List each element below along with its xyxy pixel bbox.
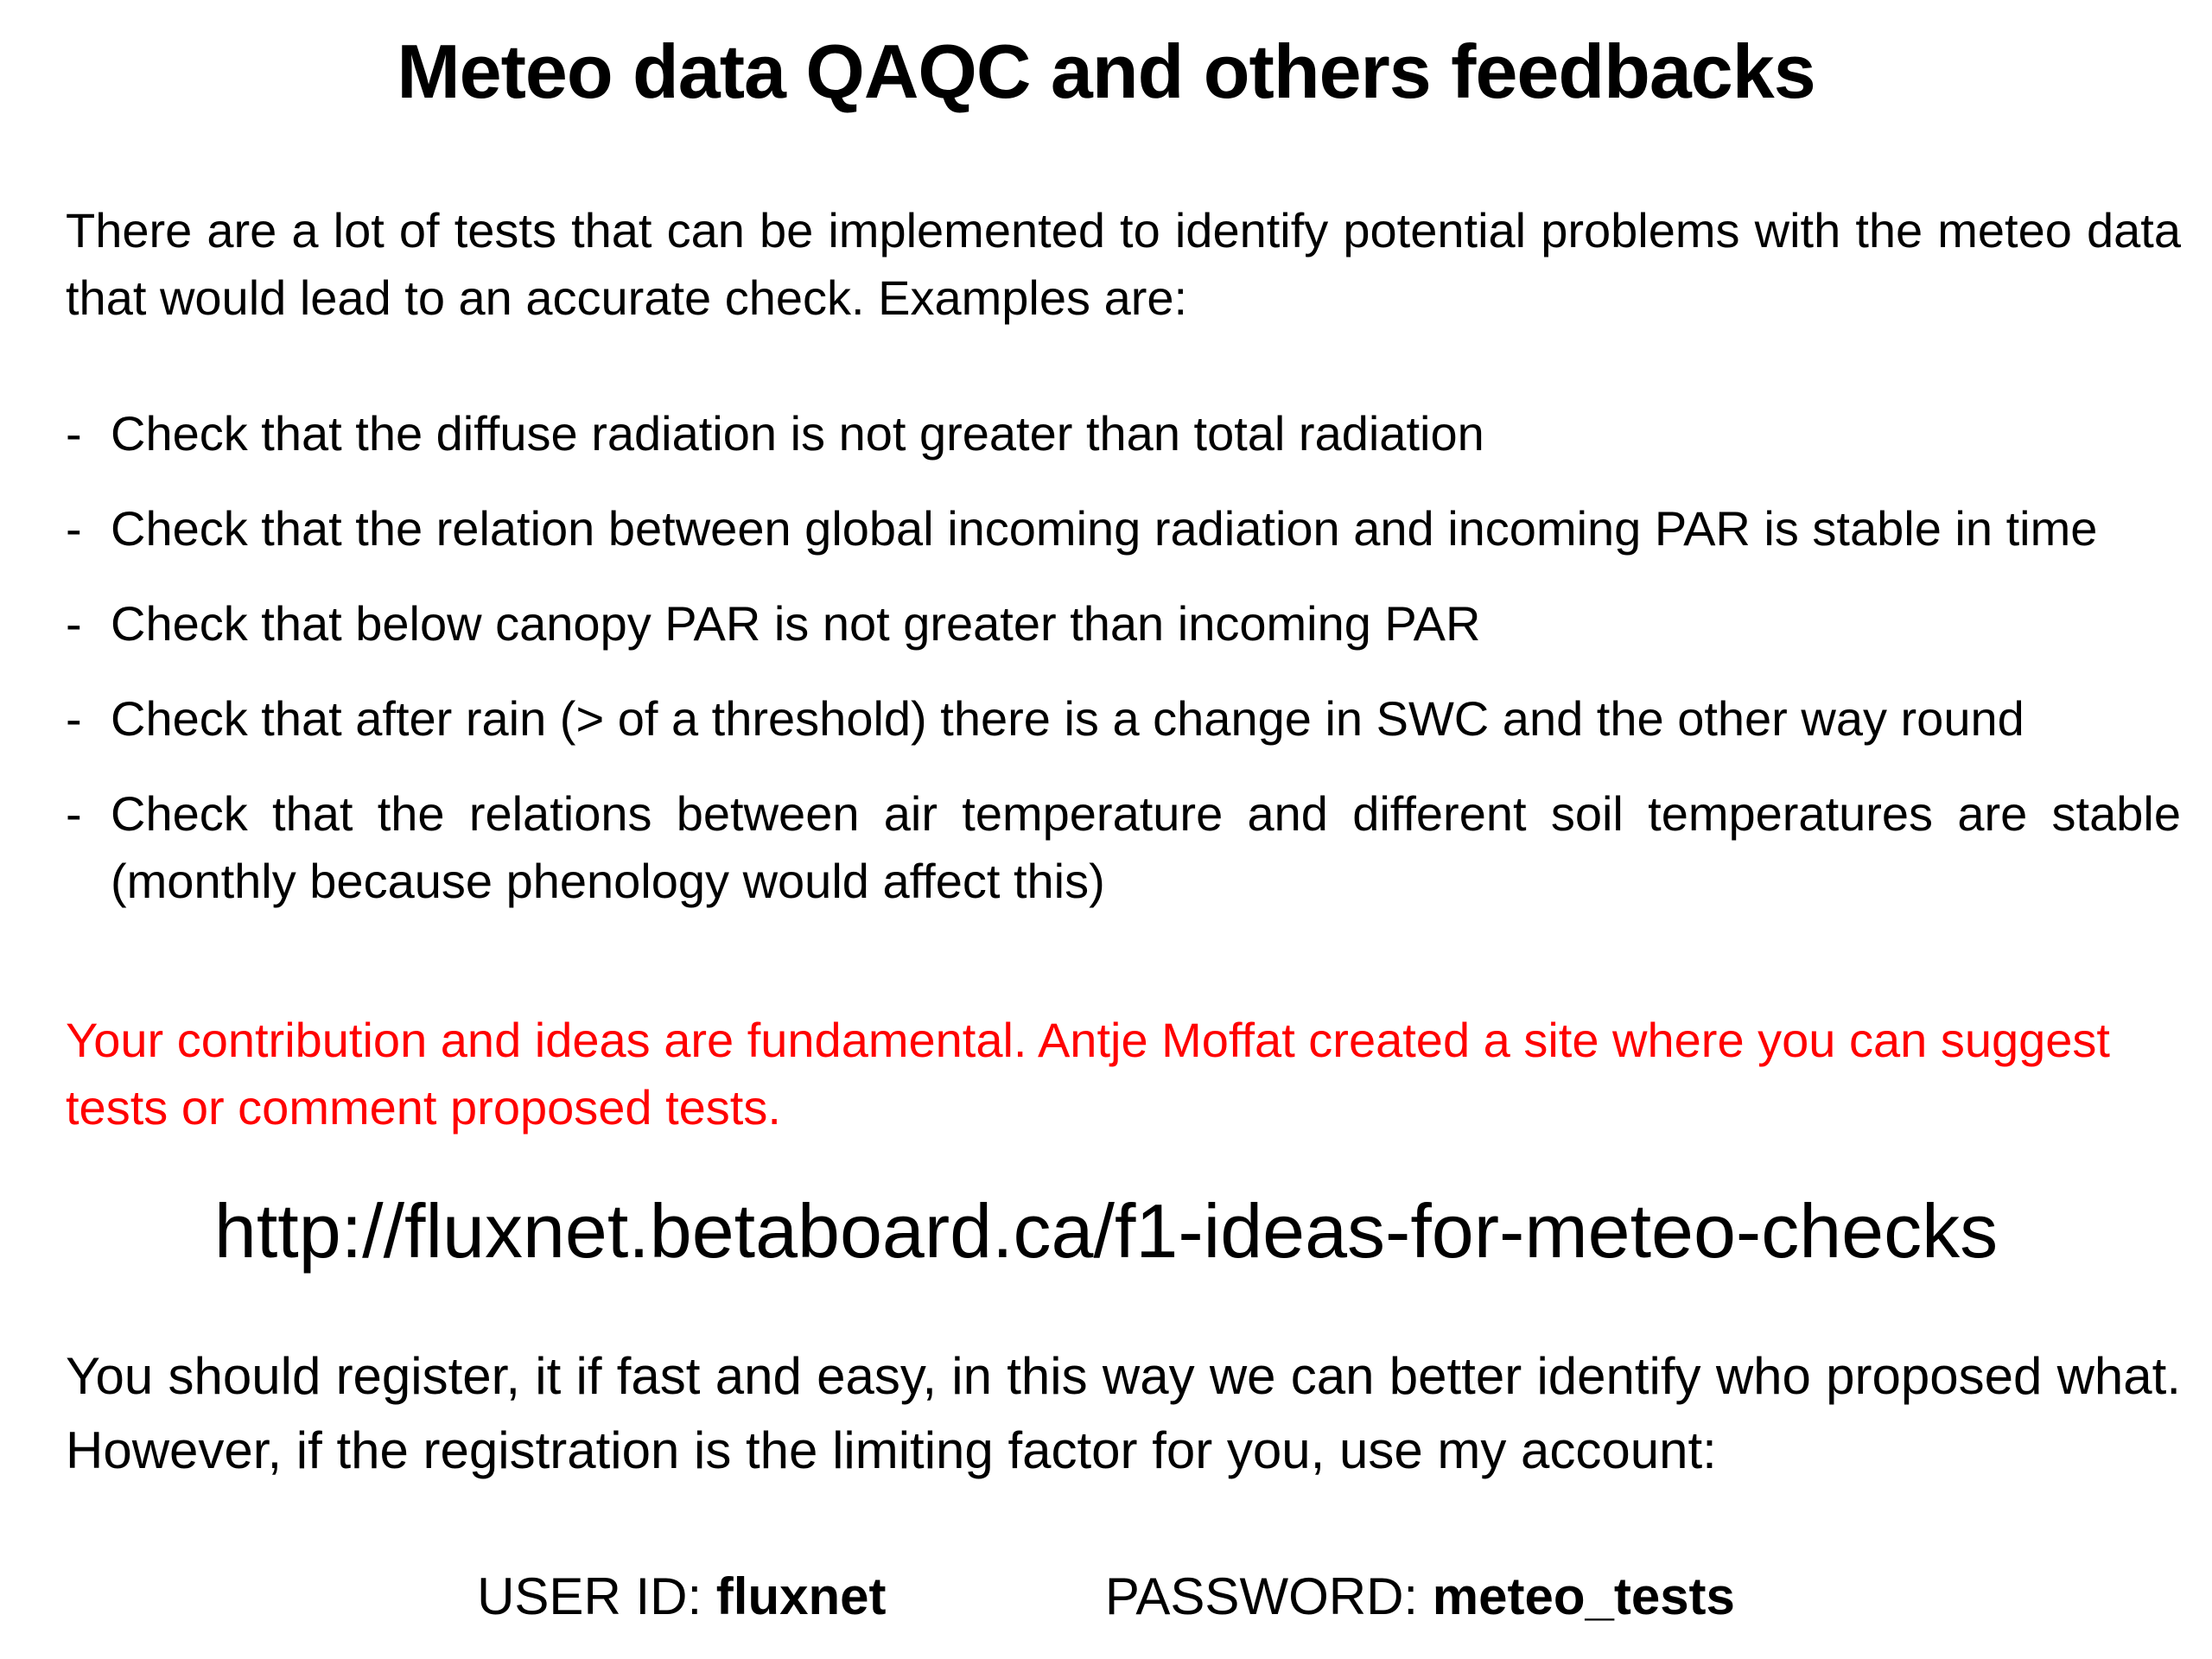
- password-credential: [1105, 1560, 1735, 1634]
- list-item: [66, 780, 2181, 915]
- bullet-dash: -: [66, 691, 82, 746]
- contribution-note: Your contribution and ideas are fundamental. Antje Moffat created a site where you can suggest tests or comment proposed tests.: [66, 1013, 2110, 1135]
- check-text: Check that after rain (> of a threshold) there is a change in SWC and the other way round: [111, 691, 2024, 746]
- account-credentials: [0, 1560, 2212, 1634]
- password-label: PASSWORD:: [1104, 1567, 1433, 1625]
- check-text: Check that the diffuse radiation is not greater than total radiation: [111, 406, 1484, 461]
- user-id-credential: [477, 1560, 886, 1634]
- list-item: [66, 495, 2181, 563]
- user-id-value: fluxnet: [715, 1567, 887, 1625]
- list-item: [66, 685, 2181, 753]
- ideas-site-url: http://fluxnet.betaboard.ca/f1-ideas-for-meteo-checks: [213, 1188, 1999, 1274]
- check-text: Check that below canopy PAR is not greater than incoming PAR: [111, 596, 1481, 651]
- register-paragraph: You should register, it if fast and easy, in this way we can better identify who proposed what. However, if the registration is the limiting factor for you, use my account:: [66, 1347, 2181, 1479]
- bullet-dash: -: [66, 406, 82, 461]
- password-value: meteo_tests: [1432, 1567, 1735, 1625]
- check-text: Check that the relations between air temperature and different soil temperatures are stable (monthly because phenology would affect this): [111, 786, 2181, 908]
- bullet-dash: -: [66, 501, 82, 556]
- list-item: [66, 590, 2181, 658]
- check-text: Check that the relation between global incoming radiation and incoming PAR is stable in time: [111, 501, 2098, 556]
- user-id-label: USER ID:: [477, 1567, 716, 1625]
- list-item: [66, 400, 2181, 467]
- intro-paragraph: There are a lot of tests that can be implemented to identify potential problems with the meteo data that would lead to an accurate check. Examples are:: [66, 203, 2181, 325]
- checks-list: [66, 400, 2181, 943]
- slide-title: Meteo data QAQC and others feedbacks: [397, 29, 1815, 114]
- bullet-dash: -: [66, 786, 82, 841]
- bullet-dash: -: [66, 596, 82, 651]
